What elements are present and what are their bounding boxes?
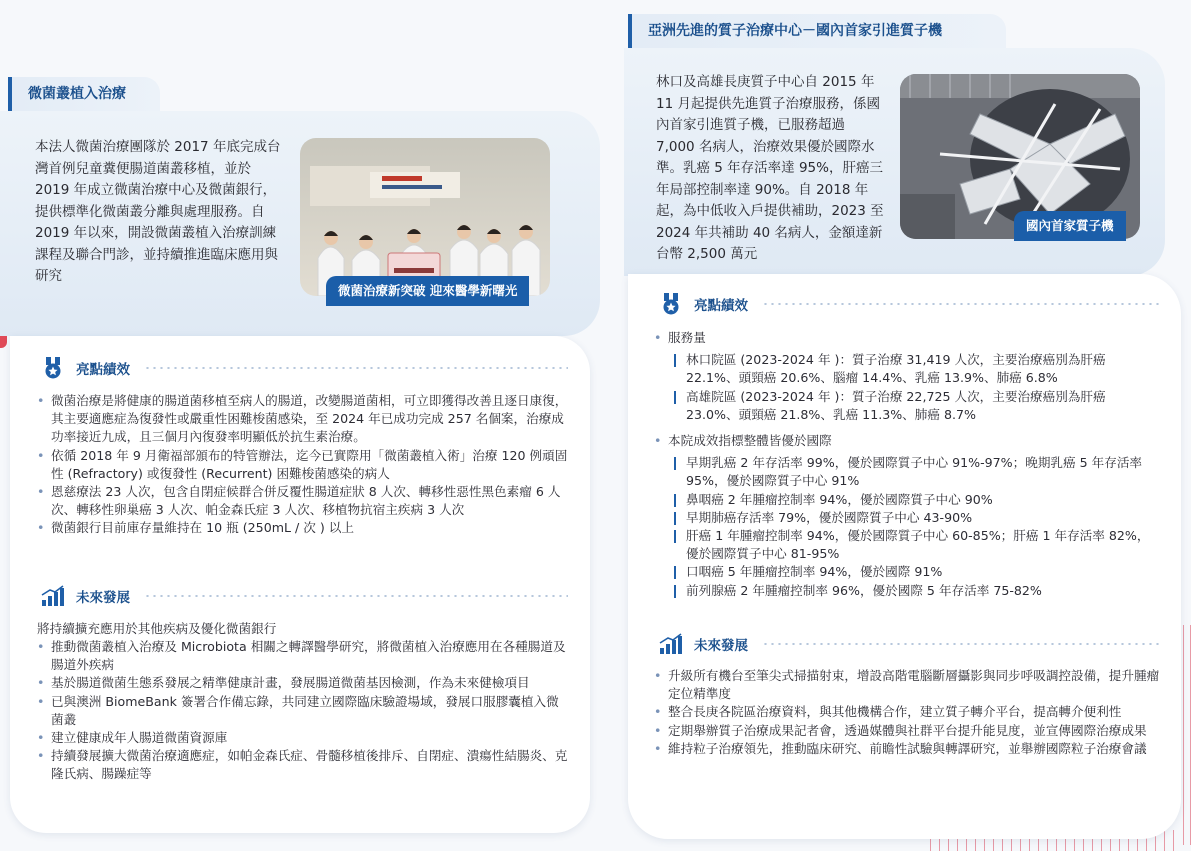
list-item: • 基於腸道微菌生態系發展之精準健康計畫，發展腸道微菌基因檢測，作為未來健檢項目	[37, 674, 569, 692]
left-highlights-header	[40, 356, 568, 380]
left-section-tab	[8, 77, 160, 111]
right-photo-caption: 國內首家質子機	[1014, 211, 1126, 241]
list-item: • 維持粒子治療領先，推動臨床研究、前瞻性試驗與轉譯研究，並舉辦國際粒子治療會議	[654, 740, 1162, 758]
list-item: • 建立健康成年人腸道微菌資源庫	[37, 729, 569, 747]
left-future-intro: 將持續擴充應用於其他疾病及優化微菌銀行	[37, 621, 277, 636]
list-item: 林口院區 (2023-2024 年 )：質子治療 31,419 人次，主要治療癌別為肝癌 22.1%、頭頸癌 20.6%、腦瘤 14.4%、乳癌 13.9%、肺癌 6.8%	[672, 351, 1162, 387]
dotted-divider	[762, 643, 1161, 645]
list-item: • 升級所有機台至筆尖式掃描射束，增設高階電腦斷層攝影與同步呼吸調控設備，提升腫瘤定位精準度	[654, 667, 1162, 703]
right-highlights-body	[654, 329, 1162, 608]
left-future-title: 未來發展	[76, 590, 130, 606]
right-intro-text: 林口及高雄長庚質子中心自 2015 年 11 月起提供先進質子治療服務，係國內首家引進質子機，已服務超過 7,000 名病人，治療效果優於國際水準。乳癌 5 年存活率達 95%，肝癌三年局部控制率達 90%。自 2018 年起，為中低收入戶提供補助，2023 至 2024 年共補助 40 名病人，金額達新台幣 2,500 萬元	[656, 74, 884, 262]
dotted-divider	[762, 303, 1161, 305]
list-item: 高雄院區 (2023-2024 年 )：質子治療 22,725 人次，主要治療癌別為肝癌 23.0%、頭頸癌 21.8%、乳癌 11.3%、肺癌 8.7%	[672, 388, 1162, 424]
growth-chart-icon	[40, 584, 66, 608]
right-intro-panel	[624, 48, 1165, 276]
team-photo-image	[300, 138, 550, 296]
service-volume-list	[672, 351, 1162, 424]
left-highlights-title: 亮點績效	[76, 362, 130, 378]
right-future-title: 未來發展	[694, 638, 748, 654]
left-intro-panel	[0, 111, 600, 336]
list-item: • 推動微菌叢植入治療及 Microbiota 相關之轉譯醫學研究，將微菌植入治療應用在各種腸道及腸道外疾病	[37, 638, 569, 674]
dotted-divider	[144, 367, 568, 369]
left-content-card	[10, 336, 590, 833]
dotted-divider	[144, 595, 568, 597]
right-future-list	[654, 667, 1162, 758]
right-section-tab	[628, 14, 1006, 48]
list-item: • 整合長庚各院區治療資料，與其他機構合作，建立質子轉介平台，提高轉介便利性	[654, 703, 1162, 721]
list-item: 鼻咽癌 2 年腫瘤控制率 94%，優於國際質子中心 90%	[672, 491, 1162, 509]
left-photo-caption: 微菌治療新突破 迎來醫學新曙光	[326, 276, 529, 306]
list-item: 早期肺癌存活率 79%，優於國際質子中心 43-90%	[672, 509, 1162, 527]
list-item: 前列腺癌 2 年腫瘤控制率 96%，優於國際 5 年存活率 75-82%	[672, 582, 1162, 600]
left-highlights-list	[37, 392, 569, 538]
list-item: • 持續發展擴大微菌治療適應症，如帕金森氏症、骨髓移植後排斥、自閉症、潰瘍性結腸炎、克隆氏病、腸躁症等	[37, 747, 569, 783]
list-item: • 定期舉辦質子治療成果記者會，透過媒體與社群平台提升能見度，並宣傳國際治療成果	[654, 722, 1162, 740]
list-item: • 恩慈療法 23 人次，包含自閉症候群合併反覆性腸道症狀 8 人次、轉移性惡性黑色素瘤 6 人次、轉移性卵巢癌 3 人次、帕金森氏症 3 人次、移植物抗宿主疾病 3 人次	[37, 483, 569, 519]
group-title-service: • 服務量	[654, 329, 1162, 347]
right-highlights-header	[658, 292, 1161, 316]
group-title-outcomes: • 本院成效指標整體皆優於國際	[654, 432, 1162, 450]
right-section-title: 亞洲先進的質子治療中心－國內首家引進質子機	[648, 23, 942, 39]
growth-chart-icon	[658, 632, 684, 656]
medal-icon	[658, 292, 684, 316]
list-item: • 微菌銀行目前庫存量維持在 10 瓶 (250mL / 次 ) 以上	[37, 519, 569, 537]
microbiome-team-photo	[300, 138, 550, 296]
right-content-card	[628, 274, 1181, 839]
group-list	[654, 432, 1162, 450]
right-highlights-title: 亮點績效	[694, 298, 748, 314]
left-intro-text: 本法人微菌治療團隊於 2017 年底完成台灣首例兒童糞便腸道菌叢移植，並於 2019 年成立微菌治療中心及微菌銀行，提供標準化微菌叢分離與處理服務。自 2019 年以來，開設微菌叢植入治療訓練課程及聯合門診，並持續推進臨床應用與研究	[35, 139, 281, 284]
left-future-list	[37, 638, 569, 784]
list-item: • 已與澳洲 BiomeBank 簽署合作備忘錄，共同建立國際臨床驗證場域，發展口服膠囊植入微菌叢	[37, 693, 569, 729]
group-list	[654, 329, 1162, 347]
medal-icon	[40, 356, 66, 380]
right-future-header	[658, 632, 1161, 656]
left-section-title: 微菌叢植入治療	[28, 86, 126, 102]
list-item: 口咽癌 5 年腫瘤控制率 94%，優於國際 91%	[672, 563, 1162, 581]
outcome-indicator-list	[672, 454, 1162, 600]
decorative-stripes-right	[1183, 625, 1191, 845]
list-item: • 微菌治療是將健康的腸道菌移植至病人的腸道，改變腸道菌相，可立即獲得改善且逐日康復，其主要適應症為復發性或嚴重性困難梭菌感染，至 2024 年已成功完成 257 名個案，治療成功率接近九成，且三個月內復發率明顯低於抗生素治療。	[37, 392, 569, 447]
list-item: • 依循 2018 年 9 月衛福部頒布的特管辦法，迄今已實際用「微菌叢植入術」治療 120 例頑固性 (Refractory) 或復發性 (Recurrent) 困難梭菌感染的病人	[37, 447, 569, 483]
list-item: 早期乳癌 2 年存活率 99%，優於國際質子中心 91%-97%；晚期乳癌 5 年存活率 95%，優於國際質子中心 91%	[672, 454, 1162, 490]
list-item: 肝癌 1 年腫瘤控制率 94%，優於國際質子中心 60-85%；肝癌 1 年存活率 82%，優於國際質子中心 81-95%	[672, 527, 1162, 563]
left-future-header	[40, 584, 568, 608]
